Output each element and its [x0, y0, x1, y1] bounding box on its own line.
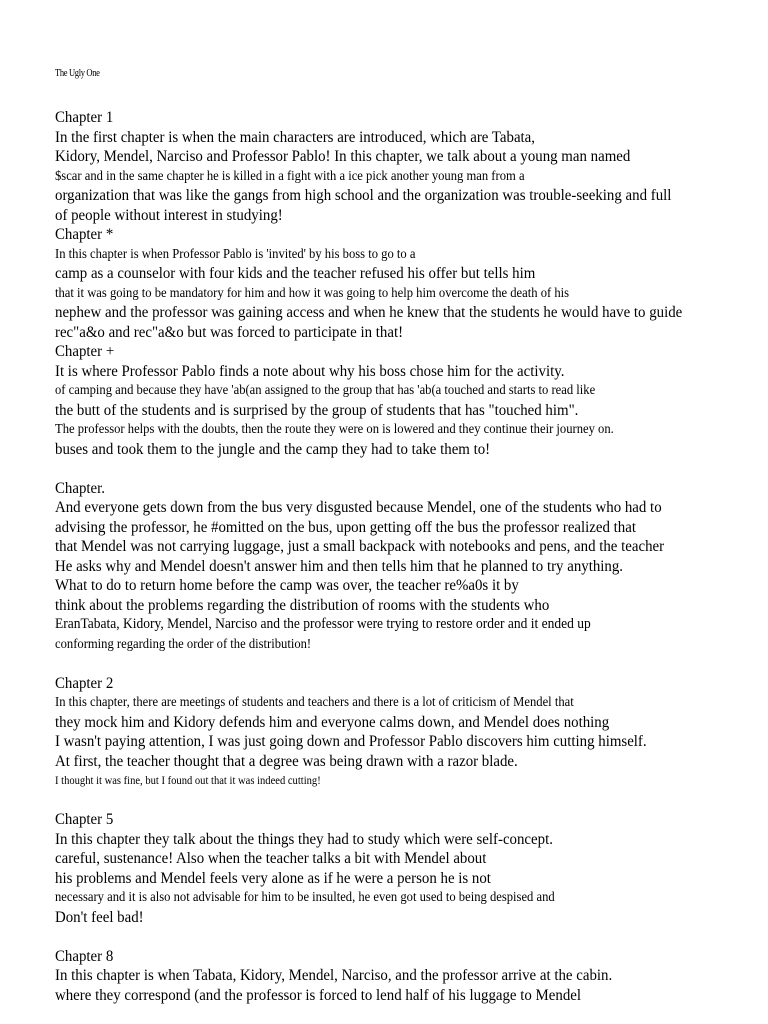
text-line: of camping and because they have 'ab(an assigned to the group that has 'ab(a touched and starts to read like	[55, 383, 596, 398]
text-line: that Mendel was not carrying luggage, just a small backpack with notebooks and pens, and the teacher	[55, 538, 665, 555]
text-line: In the first chapter is when the main characters are introduced, which are Tabata,	[55, 128, 536, 146]
text-line: In this chapter is when Professor Pablo is 'invited' by his boss to go to a	[55, 246, 416, 262]
text-line: nephew and the professor was gaining access and when he knew that the students he would have to guide	[55, 304, 683, 321]
text-line: the butt of the students and is surprised by the group of students that has "touched him".	[55, 401, 579, 419]
text-line: In this chapter, there are meetings of students and teachers and there is a lot of criticism of Mendel that	[55, 695, 574, 710]
text-line: I wasn't paying attention, I was just going down and Professor Pablo discovers him cutting himself.	[55, 733, 647, 750]
text-line: advising the professor, he #omitted on the bus, upon getting off the bus the professor realized that	[55, 518, 636, 536]
paragraph-gap	[55, 791, 755, 811]
text-line: And everyone gets down from the bus very disgusted because Mendel, one of the students who had to	[55, 499, 662, 516]
text-line: rec"a&o and rec"a&o but was forced to participate in that!	[55, 323, 404, 341]
text-line: that it was going to be mandatory for him and how it was going to help him overcome the death of his	[55, 285, 570, 301]
text-line: where they correspond (and the professor is forced to lend half of his luggage to Mendel	[55, 986, 582, 1004]
text-line: of people without interest in studying!	[55, 206, 283, 224]
paragraph-gap	[55, 654, 755, 674]
chapter-heading: Chapter 5	[55, 811, 114, 828]
text-line: He asks why and Mendel doesn't answer him and then tells him that he planned to try anything.	[55, 557, 624, 575]
text-line: At first, the teacher thought that a degree was being drawn with a razor blade.	[55, 752, 518, 770]
text-line: Kidory, Mendel, Narciso and Professor Pablo! In this chapter, we talk about a young man named	[55, 148, 631, 165]
paragraph-gap	[55, 927, 755, 947]
text-line: buses and took them to the jungle and the camp they had to take them to!	[55, 440, 491, 458]
text-line: necessary and it is also not advisable for him to be insulted, he even got used to being despised and	[55, 890, 555, 905]
chapter-heading: Chapter 8	[55, 947, 114, 965]
chapter-heading: Chapter 1	[55, 109, 114, 126]
text-line: In this chapter they talk about the things they had to study which were self-concept.	[55, 830, 553, 848]
document-body	[55, 108, 755, 1005]
text-line: his problems and Mendel feels very alone as if he were a person he is not	[55, 869, 491, 887]
paragraph-gap	[55, 459, 755, 479]
text-line: think about the problems regarding the distribution of rooms with the students who	[55, 596, 550, 614]
document-title: The Ugly One	[55, 68, 100, 79]
text-line: Don't feel bad!	[55, 908, 144, 926]
text-line: careful, sustenance! Also when the teacher talks a bit with Mendel about	[55, 850, 487, 867]
text-line: The professor helps with the doubts, then the route they were on is lowered and they continue their journey on.	[55, 422, 614, 437]
chapter-heading: Chapter.	[55, 479, 106, 497]
text-line: It is where Professor Pablo finds a note about why his boss chose him for the activity.	[55, 362, 565, 380]
text-line: conforming regarding the order of the distribution!	[55, 636, 312, 652]
chapter-heading: Chapter 2	[55, 674, 114, 692]
chapter-heading: Chapter *	[55, 226, 114, 243]
text-line: organization that was like the gangs from high school and the organization was trouble-seeking and full	[55, 187, 672, 204]
text-line: In this chapter is when Tabata, Kidory, Mendel, Narciso, and the professor arrive at the cabin.	[55, 967, 613, 984]
chapter-heading: Chapter +	[55, 343, 115, 360]
text-line: camp as a counselor with four kids and the teacher refused his offer but tells him	[55, 265, 536, 282]
text-line: $scar and in the same chapter he is killed in a fight with a ice pick another young man from a	[55, 168, 525, 184]
text-line: I thought it was fine, but I found out that it was indeed cutting!	[55, 773, 321, 787]
text-line: they mock him and Kidory defends him and everyone calms down, and Mendel does nothing	[55, 713, 610, 731]
text-line: EranTabata, Kidory, Mendel, Narciso and the professor were trying to restore order and it ended up	[55, 616, 591, 632]
text-line: What to do to return home before the camp was over, the teacher re%a0s it by	[55, 577, 519, 594]
